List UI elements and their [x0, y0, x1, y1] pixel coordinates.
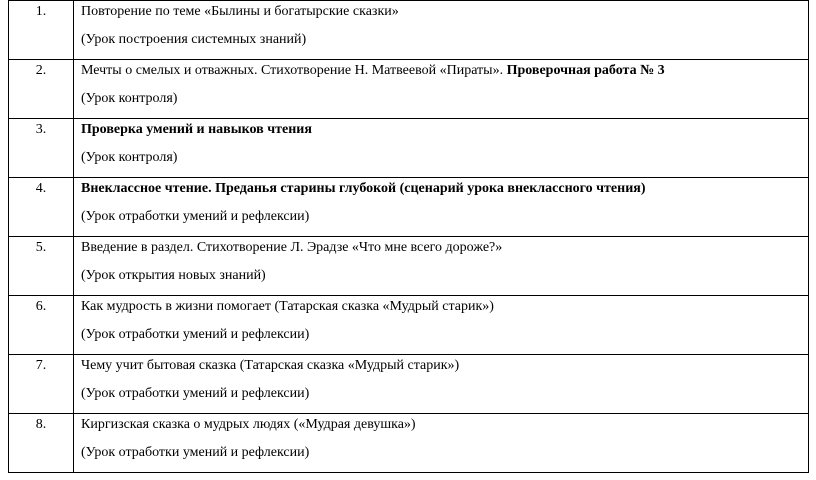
lesson-title — [81, 1, 808, 24]
row-number-cell — [9, 60, 74, 119]
lesson-title — [81, 178, 808, 201]
lesson-title — [81, 296, 808, 319]
table-row — [9, 355, 809, 414]
row-number-cell — [9, 178, 74, 237]
lesson-title — [81, 60, 808, 83]
lesson-type: (Урок отработки умений и рефлексии) — [81, 386, 310, 401]
lesson-cell — [74, 355, 809, 414]
row-number: 1. — [35, 4, 47, 19]
lesson-title — [81, 355, 808, 378]
lesson-type: (Урок открытия новых знаний) — [81, 268, 266, 283]
row-number-cell — [9, 414, 74, 473]
lesson-plan-table-body — [9, 1, 809, 473]
lesson-title — [81, 237, 808, 260]
table-row — [9, 119, 809, 178]
table-row — [9, 178, 809, 237]
lesson-type: (Урок отработки умений и рефлексии) — [81, 327, 310, 342]
lesson-title-part: Повторение по теме «Былины и богатырские сказки» — [81, 4, 399, 19]
lesson-cell — [74, 414, 809, 473]
lesson-title-part: Чему учит бытовая сказка (Татарская сказка «Мудрый старик») — [81, 358, 460, 373]
lesson-title-part-bold: Проверка умений и навыков чтения — [81, 122, 312, 137]
row-number-cell — [9, 1, 74, 60]
lesson-cell — [74, 119, 809, 178]
lesson-cell — [74, 237, 809, 296]
table-row — [9, 60, 809, 119]
row-number: 5. — [35, 240, 47, 255]
lesson-type: (Урок построения системных знаний) — [81, 32, 307, 47]
row-number-cell — [9, 296, 74, 355]
table-row — [9, 414, 809, 473]
lesson-type: (Урок отработки умений и рефлексии) — [81, 445, 310, 460]
row-number: 2. — [35, 63, 47, 78]
lesson-title — [81, 414, 808, 437]
lesson-cell — [74, 296, 809, 355]
lesson-type: (Урок контроля) — [81, 91, 178, 106]
lesson-plan-table — [8, 0, 809, 473]
row-number-cell — [9, 355, 74, 414]
lesson-type: (Урок отработки умений и рефлексии) — [81, 209, 310, 224]
row-number: 4. — [35, 181, 47, 196]
row-number-cell — [9, 119, 74, 178]
lesson-title-part-bold: Проверочная работа № 3 — [506, 63, 665, 78]
row-number-cell — [9, 237, 74, 296]
row-number: 7. — [35, 358, 47, 373]
lesson-cell — [74, 178, 809, 237]
lesson-cell — [74, 1, 809, 60]
lesson-title — [81, 119, 808, 142]
lesson-title-part: Введение в раздел. Стихотворение Л. Эрадзе «Что мне всего дороже?» — [81, 240, 503, 255]
row-number: 8. — [35, 417, 47, 432]
row-number: 3. — [35, 122, 47, 137]
table-row — [9, 1, 809, 60]
table-row — [9, 237, 809, 296]
table-row — [9, 296, 809, 355]
lesson-title-part-bold: Внеклассное чтение. Преданья старины глубокой (сценарий урока внеклассного чтения) — [81, 181, 646, 196]
lesson-title-part: Мечты о смелых и отважных. Стихотворение Н. Матвеевой «Пираты». — [81, 63, 507, 78]
lesson-title-part: Как мудрость в жизни помогает (Татарская сказка «Мудрый старик») — [81, 299, 494, 314]
lesson-title-part: Киргизская сказка о мудрых людях («Мудрая девушка») — [81, 417, 416, 432]
lesson-cell — [74, 60, 809, 119]
row-number: 6. — [35, 299, 47, 314]
lesson-type: (Урок контроля) — [81, 150, 178, 165]
